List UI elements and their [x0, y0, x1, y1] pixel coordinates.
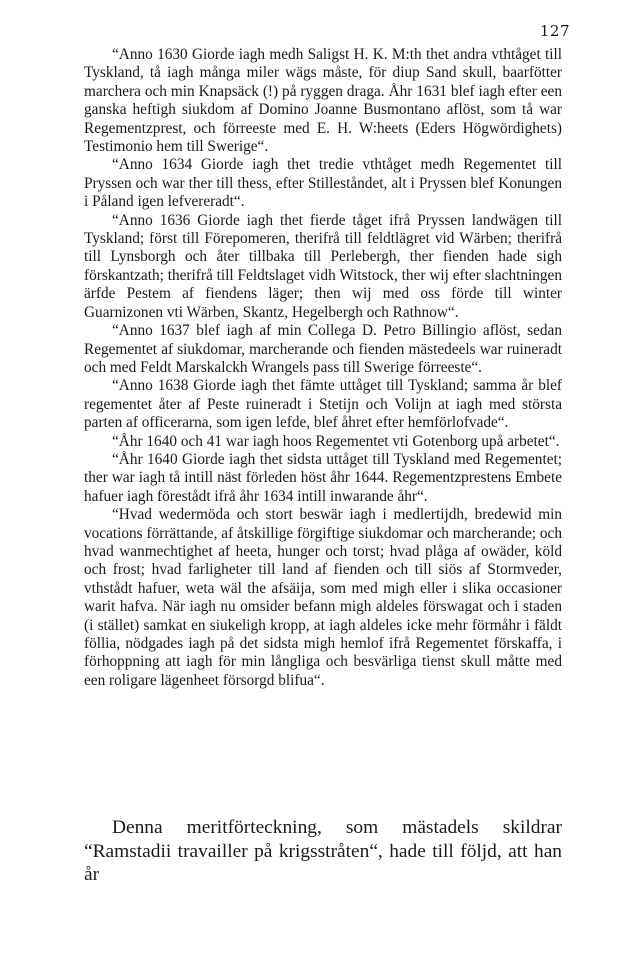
quoted-text-block: [84, 46, 562, 690]
paragraph-anno-1634: “Anno 1634 Giorde iagh thet tredie vthtåget medh Regementet till Pryssen och war ther till thess, efter Stilleståndet, alt i Pryssen blef Konungen i Påland igen lefvereradt“.: [84, 156, 562, 211]
paragraph-anno-1638: “Anno 1638 Giorde iagh thet fämte uttåget till Tyskland; samma år blef regementet åter af Peste ruineradt i Stetijn och Volijn at iagh med största parten af officerarna, som igen lefde, blef åhret efter hemförlofvade“.: [84, 377, 562, 432]
paragraph-ahr-1640-41: “Åhr 1640 och 41 war iagh hoos Regementet vti Gotenborg upå arbetet“.: [112, 432, 560, 450]
paragraph-anno-1637: “Anno 1637 blef iagh af min Collega D. Petro Billingio aflöst, sedan Regementet af siukdomar, marcherande och fienden mästedeels war ruineradt och med Feldt Marskalckh Wrangels pass till Swerige förreeste“.: [84, 322, 562, 376]
closing-paragraph: Denna meritförteckning, som mästadels skildrar “Ramstadii travailler på krigsstråten“, hade till följd, att han år: [84, 817, 562, 885]
paragraph-anno-1630: “Anno 1630 Giorde iagh medh Saligst H. K. M:th thet andra vthtåget till Tyskland, tå iagh många miler wägs måste, för diup Sand skull, baarfötter marchera och min Knapsäck (!) på ryggen draga. Åhr 1631 blef iagh efter een ganska heftigh siukdom af Domino Joanne Busmontano aflöst, som tå war Regementzprest, och förreeste med E. H. W:heets (Eders Högwördighets) Testimonio hem till Swerige“.: [84, 46, 562, 156]
page-number: 127: [539, 22, 570, 40]
paragraph-hvad-wedermoda: “Hvad wedermöda och stort beswär iagh i medlertijdh, bredewid min vocations förrättande, af åtskillige förgiftige siukdomar och marcherande; och hvad wanmechtighet af heeta, hunger och torst; hvad plåga af owäder, köld och frost; hvad farligheter till land af fienden och till siös af Stormveder, vthstådt hafuer, weta wäl the afsäija, som med migh eller i slika occasioner warit hafva. När iagh nu omsider befann migh aldeles förswagat och i staden (i stället) samkat en siukeligh kropp, at iagh aldeles icke mehr förmåhr i fäldt föllia, nödgades iagh på det sidsta migh hemlof ifrå Regementet förskaffa, i förhoppning att iagh för min långliga och besvärliga tienst skull måtte med een roligare lägenheet försorgd blifua“.: [84, 506, 562, 689]
paragraph-ahr-1640: “Åhr 1640 Giorde iagh thet sidsta uttåget till Tyskland med Regementet; ther war iagh tå intill näst förleden höst åhr 1644. Regementzprestens Embete hafuer iagh förestådt ifrå åhr 1634 intill inwarande åhr“.: [84, 450, 562, 505]
paragraph-anno-1636: “Anno 1636 Giorde iagh thet fierde tåget ifrå Pryssen landwägen till Tyskland; först till Förepomeren, therifrå till feldtlägret vid Wärben; therifrå till Lynsborgh och åter tillbaka till Perlebergh, ther fienden hade sigh förskantzath; therifrå till Feldtslaget vidh Witstock, ther wij efter slachtningen ärfde Pestem af fiendens läger; then wij med oss förde till winter Guarnizonen vti Wärben, Skantz, Hegelbergh och Rathnow“.: [84, 211, 562, 321]
